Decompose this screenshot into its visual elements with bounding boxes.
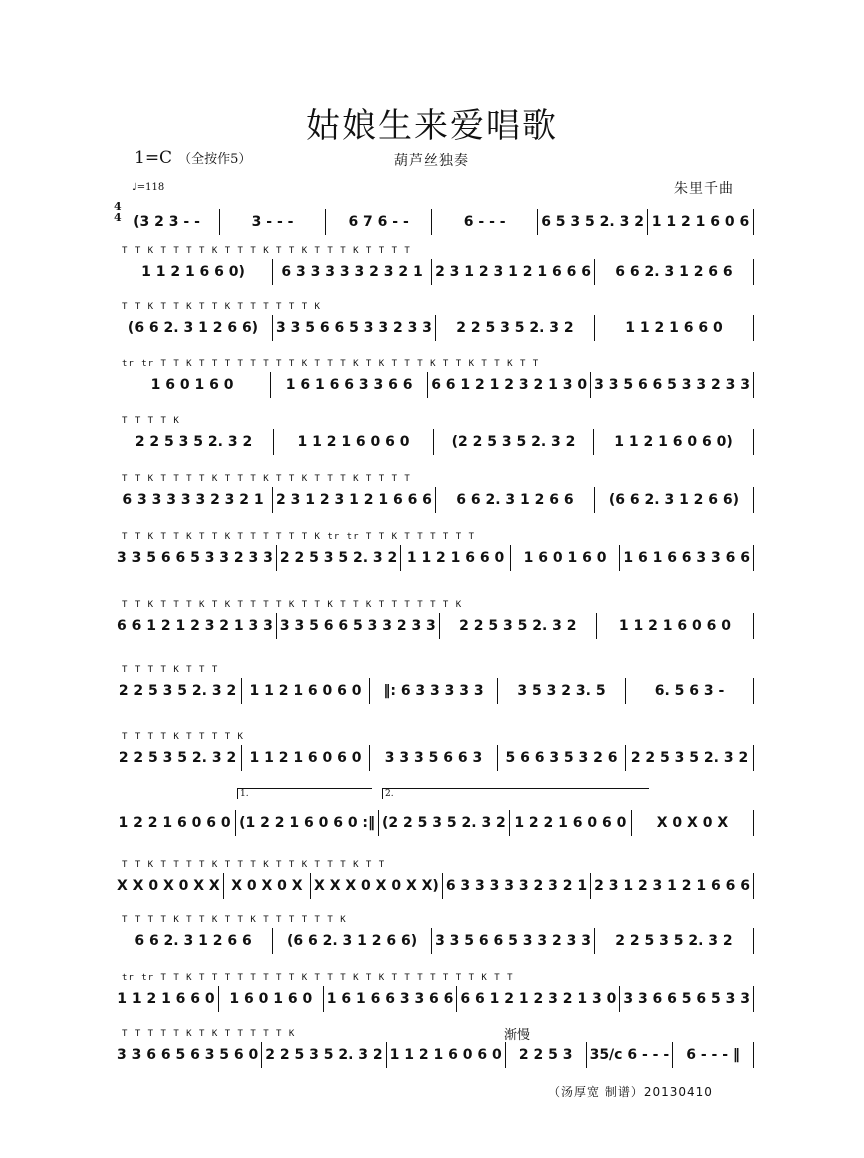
measure: 6 7 6 - - (348, 214, 409, 230)
measure: 6 6 1 2 1 2 3 2 1 3 3 (117, 618, 273, 634)
measure: 1 6 0 1 6 0 (150, 377, 234, 393)
measure: 1 6 0 1 6 0 (523, 550, 607, 566)
barline (753, 928, 754, 954)
volta-second: 2. (382, 788, 649, 799)
measure: 2 2 5 3 5 2. 3 2 (118, 750, 237, 766)
staff-row (114, 302, 754, 350)
measure-line (114, 679, 754, 703)
measure: 1 2 2 1 6 0 6 0 (118, 815, 231, 831)
barline (753, 429, 754, 455)
measure-line (114, 488, 754, 512)
barline (753, 209, 754, 235)
measure: 1 1 2 1 6 6 0 (406, 550, 505, 566)
slowdown-annotation: 渐慢 (504, 1028, 531, 1043)
measure: 2 3 1 2 3 1 2 1 6 6 6 (435, 264, 591, 280)
measure: 3 5 3 2 3. 5 (517, 683, 606, 699)
articulation-marks: T T K T T T T K T T T K T T K T T T K T T (122, 860, 386, 870)
measure: 6 6 2. 3 1 2 6 6 (456, 492, 574, 508)
articulation-marks: T T K T T K T T K T T T T T T K tr tr T T K T T T T T T (122, 532, 476, 542)
articulation-marks: T T T T K T T T (122, 665, 219, 675)
measure-line (114, 746, 754, 770)
barline (753, 259, 754, 285)
measure: 3 3 5 6 6 5 3 3 2 3 3 (594, 377, 750, 393)
measure: 3 3 3 5 6 6 3 (384, 750, 483, 766)
measure: 1 2 2 1 6 0 6 0 (514, 815, 627, 831)
measure: 3 - - - (251, 214, 294, 230)
articulation-marks: T T K T T T T K T T T K T T K T T T K T T T T (122, 474, 411, 484)
measure: 6 - - - ‖ (686, 1047, 740, 1063)
measure: (1 2 2 1 6 0 6 0 :‖ (239, 815, 376, 831)
measure: 3 3 5 6 6 5 3 3 2 3 3 (279, 618, 436, 634)
measure: 6 3 3 3 3 3 2 3 2 1 (281, 264, 423, 280)
measure: 3 3 6 6 5 6 5 3 3 (623, 991, 750, 1007)
measure: 1 1 2 1 6 6 0 (117, 991, 215, 1007)
measure: (6 6 2. 3 1 2 6 6) (127, 320, 259, 336)
staff-row (114, 600, 754, 648)
measure: 1 1 2 1 6 0 6 0 (618, 618, 731, 634)
measure: X X 0 X 0 X X (117, 878, 220, 894)
articulation-marks (122, 196, 754, 208)
articulation-marks: T T T T K T T K T T K T T T T T T K (122, 915, 347, 925)
measure: 1 6 1 6 6 3 3 6 6 (285, 377, 413, 393)
measure: 3 3 6 6 5 6 3 5 6 0 (117, 1047, 259, 1063)
staff-row (114, 665, 754, 713)
staff-row (114, 973, 754, 1021)
key-signature (134, 148, 251, 168)
barline (753, 545, 754, 571)
staff-row (114, 732, 754, 780)
measure: 6 5 3 5 2. 3 2 (541, 214, 644, 230)
measure-line (114, 1043, 754, 1067)
measure: 2 2 5 3 5 2. 3 2 (134, 434, 253, 450)
measure: (3 2 3 - - (133, 214, 200, 230)
volta-first: 1. (237, 788, 372, 799)
measure-line (114, 929, 754, 953)
measure: 6 3 3 3 3 3 2 3 2 1 (122, 492, 264, 508)
measure-line (114, 987, 754, 1011)
measure-line (114, 210, 754, 234)
key-value: 1=C (134, 148, 173, 168)
measure: 2 2 5 3 5 2. 3 2 (630, 750, 749, 766)
measure: 2 2 5 3 5 2. 3 2 (279, 550, 398, 566)
measure: 2 2 5 3 5 2. 3 2 (456, 320, 574, 336)
barline (753, 745, 754, 771)
measure: 3 3 5 6 6 5 3 3 2 3 3 (276, 320, 432, 336)
articulation-marks: T T T T K T T T T K (122, 732, 244, 742)
measure: 1 1 2 1 6 0 6 (651, 214, 750, 230)
measure: X X X 0 X 0 X X) (314, 878, 439, 894)
measure: 6 6 1 2 1 2 3 2 1 3 0 (460, 991, 617, 1007)
articulation-marks: T T T T K (122, 416, 180, 426)
measure: ‖: 6 3 3 3 3 3 (383, 683, 484, 699)
measure: (2 2 5 3 5 2. 3 2 (451, 434, 576, 450)
staff-row (114, 246, 754, 294)
articulation-marks: tr tr T T K T T T T T T T T K T T T K T K T T T K T T K T T K T T (122, 359, 540, 369)
measure-line (114, 260, 754, 284)
measure-line (114, 316, 754, 340)
measure-line (114, 546, 754, 570)
barline (753, 613, 754, 639)
key-note: （全按作5） (178, 152, 252, 167)
staff-row (114, 359, 754, 407)
measure: 6 6 1 2 1 2 3 2 1 3 0 (431, 377, 588, 393)
staff-row (114, 474, 754, 522)
measure: 1 1 2 1 6 0 6 0 (297, 434, 410, 450)
barline (753, 1042, 754, 1068)
barline (753, 315, 754, 341)
measure: 1 1 2 1 6 6 0) (141, 264, 245, 280)
measure: 3 3 5 6 6 5 3 3 2 3 3 (117, 550, 273, 566)
staff-row (114, 797, 754, 845)
measure: X 0 X 0 X (231, 878, 303, 894)
measure: X 0 X 0 X (656, 815, 729, 831)
barline (753, 986, 754, 1012)
articulation-marks: T T K T T T K T K T T T T K T T K T T K T T T T T T K (122, 600, 463, 610)
barline (753, 873, 754, 899)
articulation-marks: T T K T T T T K T T T K T T K T T T K T T T T (122, 246, 411, 256)
measure: 1 1 2 1 6 0 6 0 (249, 750, 362, 766)
measure: (2 2 5 3 5 2. 3 2 (382, 815, 506, 831)
measure: 2 2 5 3 (518, 1047, 573, 1063)
measure-line (114, 430, 754, 454)
measure: 6 - - - (463, 214, 506, 230)
subtitle: 葫芦丝独奏 (394, 153, 469, 169)
measure: 1 1 2 1 6 0 6 0 (389, 1047, 502, 1063)
measure: 2 3 1 2 3 1 2 1 6 6 6 (594, 878, 750, 894)
staff-row (114, 532, 754, 580)
measure: 1 1 2 1 6 6 0 (625, 320, 723, 336)
staff-row (114, 196, 754, 244)
articulation-marks: T T K T T K T T K T T T T T T K (122, 302, 321, 312)
score-title: 姑娘生来爱唱歌 (306, 106, 558, 146)
staff-row (114, 1029, 754, 1077)
measure-line (114, 811, 754, 835)
barline (753, 372, 754, 398)
staff-row (114, 915, 754, 963)
measure: 35/c 6 - - - (589, 1047, 670, 1063)
measure: 2 2 5 3 5 2. 3 2 (265, 1047, 383, 1063)
measure: 5 6 6 3 5 3 2 6 (505, 750, 618, 766)
footer-credit: （汤厚宽 制谱）20130410 (548, 1085, 713, 1099)
measure: 6 6 2. 3 1 2 6 6 (134, 933, 252, 949)
measure: 3 3 5 6 6 5 3 3 2 3 3 (435, 933, 591, 949)
measure: 1 6 1 6 6 3 3 6 6 (623, 550, 751, 566)
barline (753, 810, 754, 836)
measure: 1 1 2 1 6 0 6 0) (614, 434, 733, 450)
measure-line (114, 874, 754, 898)
measure: 2 2 5 3 5 2. 3 2 (459, 618, 577, 634)
measure: 1 1 2 1 6 0 6 0 (249, 683, 362, 699)
measure: 2 2 5 3 5 2. 3 2 (615, 933, 733, 949)
time-signature-bottom: 4 (114, 211, 122, 224)
articulation-marks: T T T T T K T K T T T T T K (122, 1029, 296, 1039)
barline (753, 678, 754, 704)
measure-line (114, 614, 754, 638)
measure: 6 3 3 3 3 3 2 3 2 1 (445, 878, 588, 894)
time-signature-top: 4 (114, 200, 122, 213)
measure: 6. 5 6 3 - (654, 683, 725, 699)
measure: 6 6 2. 3 1 2 6 6 (615, 264, 733, 280)
staff-row (114, 416, 754, 464)
measure: 2 2 5 3 5 2. 3 2 (118, 683, 237, 699)
measure: (6 6 2. 3 1 2 6 6) (608, 492, 740, 508)
barline (753, 487, 754, 513)
tempo-mark: ♩=118 (132, 182, 165, 193)
composer: 朱里千曲 (674, 181, 734, 197)
measure: 1 6 0 1 6 0 (229, 991, 313, 1007)
measure: 1 6 1 6 6 3 3 6 6 (326, 991, 454, 1007)
measure: (6 6 2. 3 1 2 6 6) (286, 933, 418, 949)
measure: 2 3 1 2 3 1 2 1 6 6 6 (276, 492, 432, 508)
articulation-marks: tr tr T T K T T T T T T T T K T T T K T K T T T T T T T K T T (122, 973, 514, 983)
measure-line (114, 373, 754, 397)
staff-row (114, 860, 754, 908)
